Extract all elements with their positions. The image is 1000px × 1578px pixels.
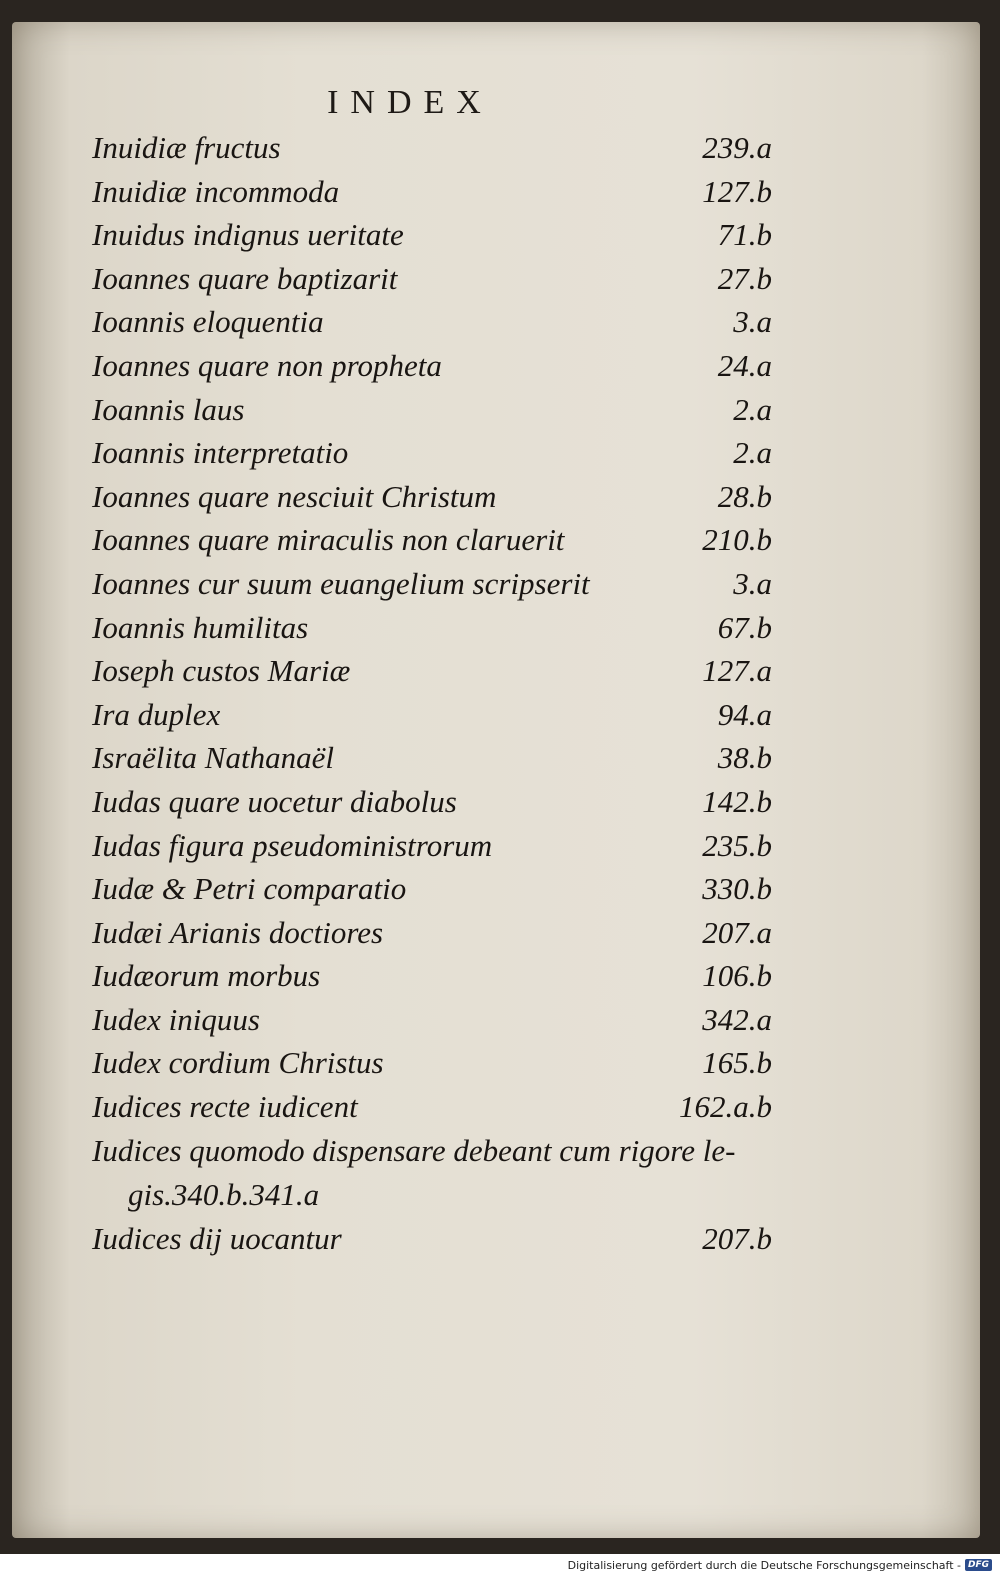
entry-term: Ira duplex	[92, 696, 221, 732]
index-entry	[92, 1217, 772, 1261]
index-entry	[92, 824, 772, 868]
index-entry	[92, 388, 772, 432]
index-entry	[92, 431, 772, 475]
index-entry-wrapped	[92, 1129, 772, 1217]
index-entry	[92, 213, 772, 257]
entry-page: 330.b	[702, 871, 772, 907]
book-page	[12, 22, 980, 1538]
index-entries	[92, 126, 772, 1260]
entry-term: Iudices recte iudicent	[92, 1089, 358, 1125]
index-entry	[92, 257, 772, 301]
entry-page: 2.a	[733, 435, 772, 471]
entry-page: 3.a	[733, 565, 772, 601]
dfg-logo: DFG	[965, 1559, 992, 1571]
entry-term: Iudex cordium Christus	[92, 1045, 384, 1081]
index-entry	[92, 1041, 772, 1085]
entry-page: 71.b	[717, 217, 772, 253]
entry-term-line1: Iudices quomodo dispensare debeant cum rigore le-	[92, 1132, 736, 1168]
entry-term: Ioannes cur suum euangelium scripserit	[92, 565, 590, 601]
entry-term: Israëlita Nathanaël	[92, 740, 334, 776]
entry-term: Iudas figura pseudoministrorum	[92, 827, 493, 863]
entry-page: 239.a	[702, 130, 772, 165]
digitization-credit	[568, 1554, 992, 1576]
entry-page: 106.b	[702, 958, 772, 994]
credit-text: Digitalisierung gefördert durch die Deutsche Forschungsgemeinschaft -	[567, 1558, 961, 1572]
index-entry	[92, 170, 772, 214]
index-entry	[92, 867, 772, 911]
entry-term: Ioannis interpretatio	[92, 435, 349, 471]
entry-term: Inuidus indignus ueritate	[92, 217, 404, 253]
index-entry	[92, 911, 772, 955]
entry-page: 162.a.b	[679, 1089, 772, 1125]
page-header	[12, 84, 980, 122]
entry-page: 127.b	[702, 173, 772, 209]
entry-term: Iudices dij uocantur	[92, 1220, 342, 1256]
entry-term: Iudas quare uocetur diabolus	[92, 783, 457, 819]
entry-term: Ioannes quare miraculis non claruerit	[92, 522, 565, 558]
entry-term: Iudex iniquus	[92, 1001, 260, 1037]
entry-page: 165.b	[702, 1045, 772, 1081]
index-title: INDEX	[327, 84, 493, 121]
entry-term: Inuidiæ incommoda	[92, 173, 340, 209]
index-entry	[92, 649, 772, 693]
entry-term: Ioseph custos Mariæ	[92, 653, 351, 689]
entry-page: 28.b	[717, 478, 772, 514]
index-entry	[92, 126, 772, 170]
entry-term: Inuidiæ fructus	[92, 130, 281, 165]
entry-page: 38.b	[717, 740, 772, 776]
entry-page: 210.b	[702, 522, 772, 558]
entry-page: 24.a	[717, 347, 772, 383]
entry-page: 342.a	[702, 1001, 772, 1037]
index-entry	[92, 780, 772, 824]
entry-page: 67.b	[717, 609, 772, 645]
index-entry	[92, 344, 772, 388]
entry-page: 127.a	[702, 653, 772, 689]
entry-term: Iudæ & Petri comparatio	[92, 871, 407, 907]
index-entry	[92, 562, 772, 606]
entry-page: 142.b	[702, 783, 772, 819]
entry-term: Ioannis humilitas	[92, 609, 309, 645]
index-entry	[92, 518, 772, 562]
entry-term: Ioannes quare nesciuit Christum	[92, 478, 497, 514]
index-entry	[92, 606, 772, 650]
entry-term-line2: gis.340.b.341.a	[128, 1176, 320, 1212]
entry-term: Ioannes quare baptizarit	[92, 260, 398, 296]
index-entry	[92, 954, 772, 998]
entry-page: 207.b	[702, 1220, 772, 1256]
entry-term: Iudæorum morbus	[92, 958, 321, 994]
index-entry	[92, 1085, 772, 1129]
index-entry	[92, 693, 772, 737]
index-entry	[92, 475, 772, 519]
index-entry	[92, 998, 772, 1042]
entry-term: Ioannis eloquentia	[92, 304, 324, 340]
entry-term: Ioannes quare non propheta	[92, 347, 442, 383]
entry-page: 3.a	[733, 304, 772, 340]
entry-term: Ioannis laus	[92, 391, 245, 427]
entry-page: 235.b	[702, 827, 772, 863]
entry-page: 27.b	[717, 260, 772, 296]
entry-page: 94.a	[717, 696, 772, 732]
entry-page: 2.a	[733, 391, 772, 427]
entry-term: Iudæi Arianis doctiores	[92, 914, 384, 950]
index-entry	[92, 736, 772, 780]
entry-page: 207.a	[702, 914, 772, 950]
index-entry	[92, 300, 772, 344]
